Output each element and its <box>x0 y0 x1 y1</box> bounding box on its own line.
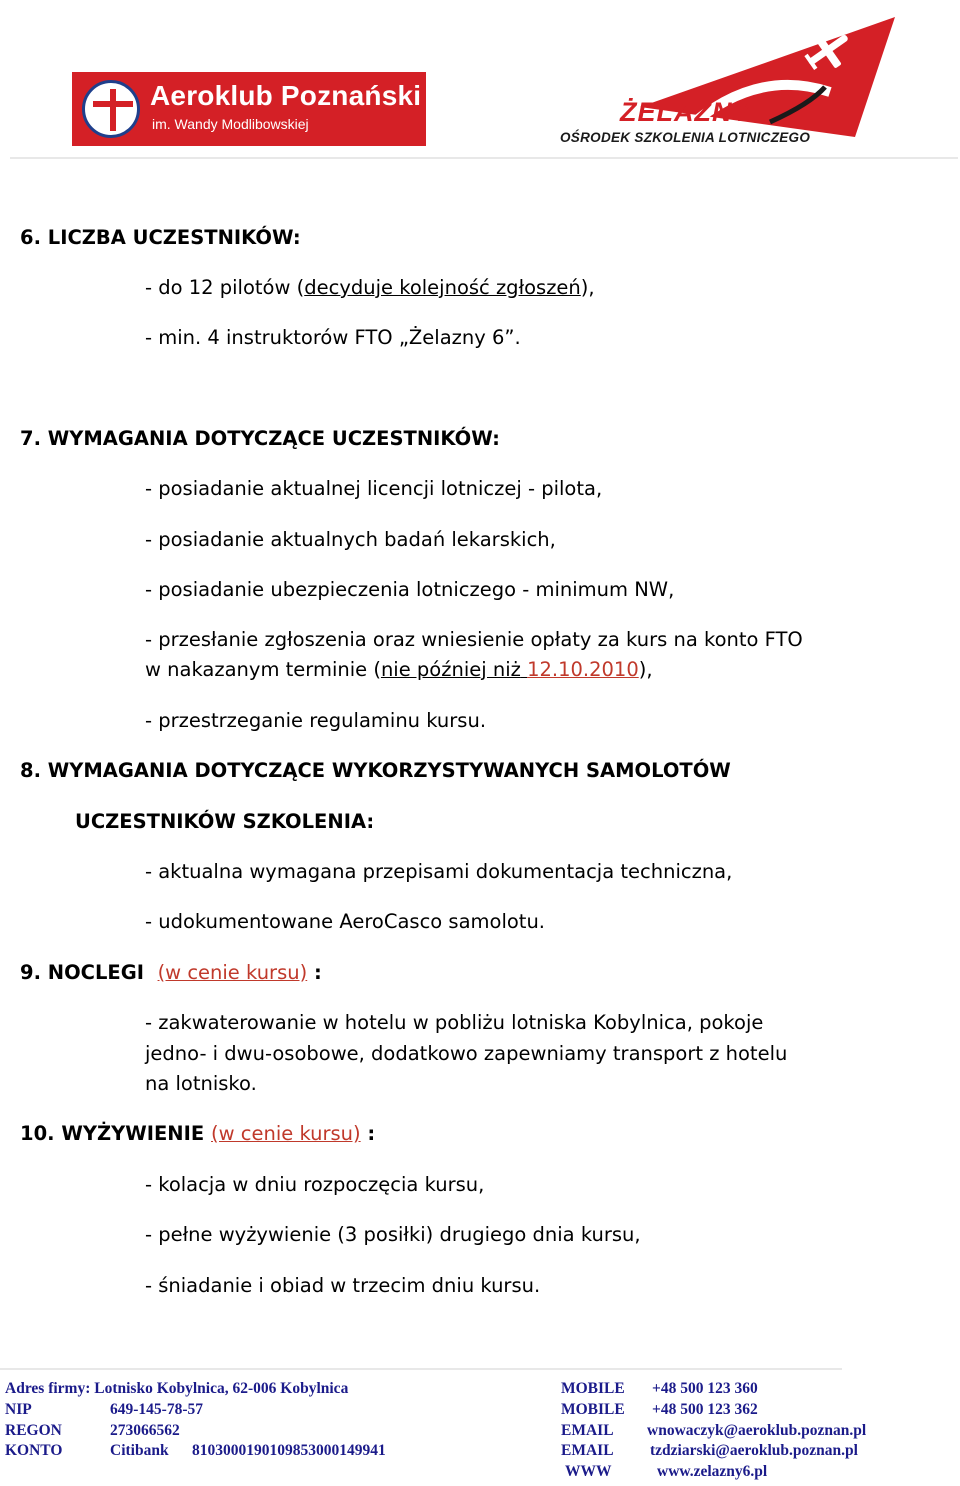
footer-email-label-2: EMAIL <box>561 1442 614 1459</box>
section-7-line-1: - posiadanie aktualnej licencji lotniczej - pilota, <box>145 477 603 500</box>
cross-emblem-icon <box>82 80 140 138</box>
aeroklub-logo <box>72 72 426 146</box>
section-8-heading-2: UCZESTNIKÓW SZKOLENIA: <box>75 810 375 833</box>
footer-email-1[interactable]: wnowaczyk@aeroklub.poznan.pl <box>647 1422 867 1439</box>
section-9-line-2: jedno- i dwu-osobowe, dodatkowo zapewniamy transport z hotelu <box>145 1042 788 1065</box>
footer-divider <box>0 1368 842 1370</box>
footer-mobile-label-2: MOBILE <box>561 1401 625 1418</box>
deadline-date-link[interactable]: 12.10.2010 <box>527 658 639 681</box>
header-divider <box>10 157 958 159</box>
section-7-line-2: - posiadanie aktualnych badań lekarskich, <box>145 528 556 551</box>
footer-nip-label: NIP <box>5 1401 32 1418</box>
section-8-line-2: - udokumentowane AeroCasco samolotu. <box>145 910 546 933</box>
footer-regon-label: REGON <box>5 1422 62 1439</box>
footer-mobile-label-1: MOBILE <box>561 1380 625 1397</box>
section-9-line-1: - zakwaterowanie w hotelu w pobliżu lotniska Kobylnica, pokoje <box>145 1011 764 1034</box>
footer-nip: 649-145-78-57 <box>110 1401 203 1418</box>
aeroklub-logo-sub: im. Wandy Modlibowskiej <box>152 116 309 132</box>
section-6-heading: 6. LICZBA UCZESTNIKÓW: <box>20 226 301 249</box>
section-10-line-2: - pełne wyżywienie (3 posiłki) drugiego dnia kursu, <box>145 1223 641 1246</box>
section-10-heading: 10. WYŻYWIENIE (w cenie kursu) : <box>20 1122 376 1145</box>
section-9-line-3: na lotnisko. <box>145 1072 257 1095</box>
section-7-line-6: - przestrzeganie regulaminu kursu. <box>145 709 487 732</box>
footer-email-label-1: EMAIL <box>561 1422 614 1439</box>
footer-bank: Citibank <box>110 1442 169 1459</box>
footer-mobile-1: +48 500 123 360 <box>652 1380 758 1397</box>
footer-www-label: WWW <box>565 1463 612 1480</box>
footer-account: 8103000190109853000149941 <box>192 1442 386 1459</box>
meals-price-included-link[interactable]: (w cenie kursu) <box>211 1122 361 1145</box>
footer-address: Adres firmy: Lotnisko Kobylnica, 62-006 Kobylnica <box>5 1380 349 1397</box>
footer-mobile-2: +48 500 123 362 <box>652 1401 758 1418</box>
price-included-link[interactable]: (w cenie kursu) <box>157 961 308 984</box>
footer-www[interactable]: www.zelazny6.pl <box>657 1463 768 1480</box>
section-7-line-5: w nakazanym terminie (nie później niż 12.10.2010), <box>145 658 653 681</box>
section-7-heading: 7. WYMAGANIA DOTYCZĄCE UCZESTNIKÓW: <box>20 427 500 450</box>
section-10-line-1: - kolacja w dniu rozpoczęcia kursu, <box>145 1173 485 1196</box>
section-6-line-2: - min. 4 instruktorów FTO „Żelazny 6”. <box>145 326 521 349</box>
order-link[interactable]: decyduje kolejność zgłoszeń <box>304 276 581 299</box>
section-9-heading: 9. NOCLEGI (w cenie kursu) : <box>20 961 322 984</box>
footer-konto-label: KONTO <box>5 1442 63 1459</box>
section-7-line-4: - przesłanie zgłoszenia oraz wniesienie opłaty za kurs na konto FTO <box>145 628 803 651</box>
section-8-heading: 8. WYMAGANIA DOTYCZĄCE WYKORZYSTYWANYCH SAMOLOTÓW <box>20 759 731 782</box>
section-10-line-3: - śniadanie i obiad w trzecim dniu kursu. <box>145 1274 541 1297</box>
aeroklub-logo-name: Aeroklub Poznański <box>150 80 422 111</box>
section-6-line-1: - do 12 pilotów (decyduje kolejność zgłoszeń), <box>145 276 595 299</box>
deadline-link[interactable]: nie później niż <box>380 658 521 681</box>
section-8-line-1: - aktualna wymagana przepisami dokumentacja techniczna, <box>145 860 733 883</box>
footer-email-2[interactable]: tzdziarski@aeroklub.poznan.pl <box>650 1442 858 1459</box>
zelazny-logo <box>555 12 900 150</box>
section-7-line-3: - posiadanie ubezpieczenia lotniczego - minimum NW, <box>145 578 675 601</box>
zelazny-logo-sub: OŚRODEK SZKOLENIA LOTNICZEGO <box>560 130 811 145</box>
zelazny-logo-name: ŻELAZNY <box>620 97 752 127</box>
footer-regon: 273066562 <box>110 1422 180 1439</box>
